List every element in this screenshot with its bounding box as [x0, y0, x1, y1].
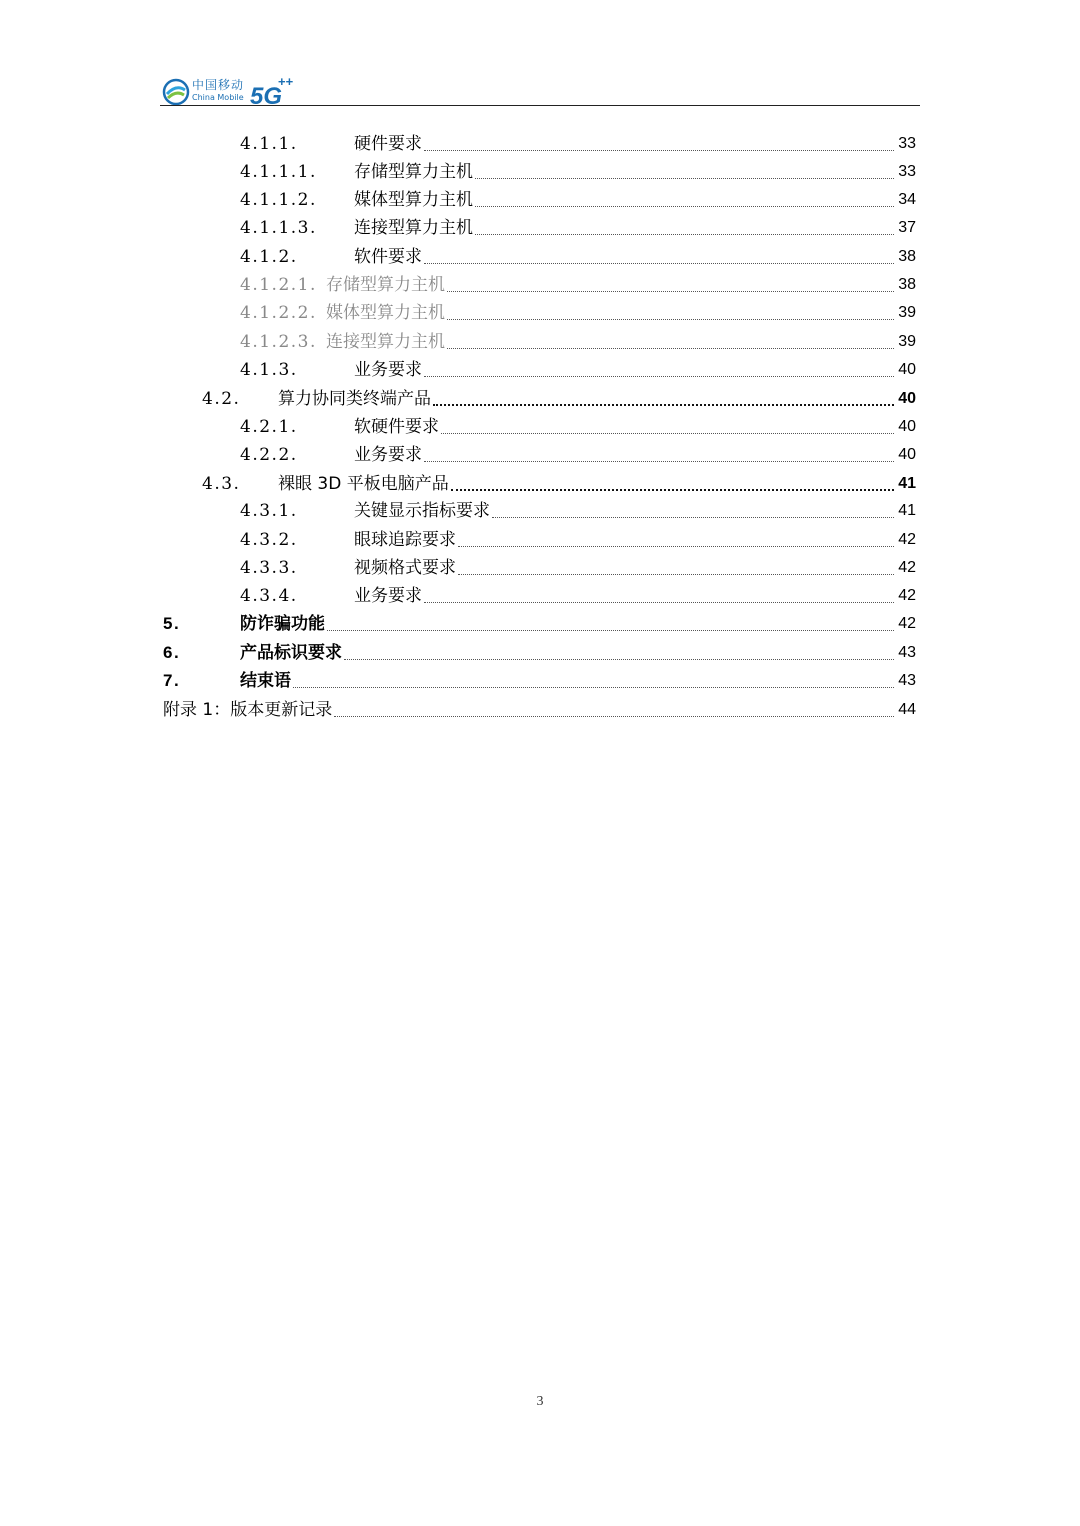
toc-entry-number: 4.2.	[202, 389, 241, 409]
toc-leader-dots	[458, 546, 894, 547]
toc-entry-page: 40	[898, 446, 916, 463]
toc-entry[interactable]	[0, 556, 916, 580]
toc-entry-page: 39	[898, 333, 916, 350]
toc-leader-dots	[447, 319, 894, 320]
toc-leader-dots	[424, 461, 894, 462]
toc-entry[interactable]	[0, 669, 916, 693]
toc-entry-title: 业务要求	[354, 445, 422, 465]
toc-entry-number: 4.1.1.3.	[240, 218, 317, 238]
toc-entry-page: 43	[898, 644, 916, 661]
toc-entry-title: 存储型算力主机	[354, 162, 473, 182]
toc-entry-title: 软硬件要求	[354, 417, 439, 437]
toc-entry-page: 40	[898, 390, 916, 407]
toc-entry-page: 44	[898, 701, 916, 718]
toc-entry-title: 结束语	[240, 671, 291, 691]
toc-entry-page: 33	[898, 163, 916, 180]
toc-entry-number: 7.	[163, 671, 181, 690]
toc-entry-page: 43	[898, 672, 916, 689]
toc-entry[interactable]	[0, 528, 916, 552]
toc-entry-title: 连接型算力主机	[326, 332, 445, 352]
toc-entry[interactable]	[0, 132, 916, 156]
toc-entry[interactable]	[0, 443, 916, 467]
toc-entry-title: 业务要求	[354, 360, 422, 380]
brand-name-cn: 中国移动	[192, 78, 245, 92]
toc-leader-dots	[451, 489, 894, 491]
toc-entry-title: 产品标识要求	[240, 643, 342, 663]
toc-leader-dots	[334, 716, 894, 717]
toc-entry-number: 4.3.2.	[240, 530, 298, 550]
toc-entry[interactable]	[0, 273, 916, 297]
toc-entry[interactable]	[0, 387, 916, 411]
toc-entry-page: 37	[898, 219, 916, 236]
toc-entry-title: 连接型算力主机	[354, 218, 473, 238]
toc-entry[interactable]	[0, 612, 916, 636]
toc-entry-number: 4.1.1.	[240, 134, 298, 154]
toc-entry-title: 关键显示指标要求	[354, 501, 490, 521]
toc-entry-page: 42	[898, 587, 916, 604]
toc-entry[interactable]	[0, 499, 916, 523]
toc-leader-dots	[441, 433, 894, 434]
toc-entry-number: 4.3.3.	[240, 558, 298, 578]
toc-entry-page: 42	[898, 531, 916, 548]
toc-entry-page: 39	[898, 304, 916, 321]
toc-entry-title: 软件要求	[354, 247, 422, 267]
toc-entry-title: 媒体型算力主机	[326, 303, 445, 323]
toc-entry-number: 4.1.2.2.	[240, 303, 317, 323]
toc-entry-number: 4.3.4.	[240, 586, 298, 606]
toc-leader-dots	[475, 178, 894, 179]
toc-entry-title: 视频格式要求	[354, 558, 456, 578]
toc-leader-dots	[447, 348, 894, 349]
toc-entry[interactable]	[0, 358, 916, 382]
toc-entry-title: 眼球追踪要求	[354, 530, 456, 550]
toc-entry[interactable]	[0, 698, 916, 722]
toc-leader-dots	[458, 574, 894, 575]
toc-entry-title: 媒体型算力主机	[354, 190, 473, 210]
toc-entry[interactable]	[0, 641, 916, 665]
toc-entry-page: 38	[898, 276, 916, 293]
toc-leader-dots	[344, 659, 894, 660]
toc-entry-number: 4.2.1.	[240, 417, 298, 437]
toc-entry-page: 38	[898, 248, 916, 265]
toc-entry-number: 4.1.1.2.	[240, 190, 317, 210]
toc-leader-dots	[327, 630, 894, 631]
toc-entry-page: 40	[898, 361, 916, 378]
toc-entry-number: 4.1.1.1.	[240, 162, 317, 182]
toc-entry-number: 6.	[163, 643, 181, 662]
toc-leader-dots	[475, 206, 894, 207]
toc-entry-number: 4.2.2.	[240, 445, 298, 465]
5g-text: 5G	[250, 83, 283, 108]
toc-entry-title: 裸眼 3D 平板电脑产品	[278, 474, 449, 494]
toc-entry[interactable]	[0, 245, 916, 269]
toc-entry-title: 附录 1：版本更新记录	[163, 700, 333, 720]
toc-entry-number: 4.1.2.1.	[240, 275, 317, 295]
toc-entry-title: 业务要求	[354, 586, 422, 606]
toc-leader-dots	[424, 263, 894, 264]
toc-leader-dots	[447, 291, 894, 292]
toc-entry-page: 34	[898, 191, 916, 208]
toc-leader-dots	[492, 517, 894, 518]
toc-leader-dots	[424, 150, 894, 151]
toc-entry-page: 42	[898, 615, 916, 632]
toc-leader-dots	[424, 376, 894, 377]
toc-entry-number: 5.	[163, 614, 181, 633]
5g-plus-text: ++	[278, 74, 294, 89]
toc-entry-number: 4.1.2.	[240, 247, 298, 267]
toc-entry-page: 33	[898, 135, 916, 152]
toc-entry-title: 算力协同类终端产品	[278, 389, 431, 409]
toc-leader-dots	[475, 234, 894, 235]
toc-entry-page: 41	[898, 502, 916, 519]
toc-entry-title: 硬件要求	[354, 134, 422, 154]
page-number: 3	[536, 1394, 544, 1409]
toc-entry[interactable]	[0, 188, 916, 212]
toc-entry-page: 40	[898, 418, 916, 435]
toc-entry[interactable]	[0, 301, 916, 325]
toc-entry[interactable]	[0, 472, 916, 496]
toc-leader-dots	[424, 602, 894, 603]
toc-entry-number: 4.3.1.	[240, 501, 298, 521]
toc-entry[interactable]	[0, 415, 916, 439]
toc-leader-dots	[433, 404, 894, 406]
toc-entry-title: 防诈骗功能	[240, 614, 325, 634]
toc-entry-page: 41	[898, 475, 916, 492]
toc-entry-page: 42	[898, 559, 916, 576]
toc-entry[interactable]	[0, 584, 916, 608]
toc-entry-number: 4.1.2.3.	[240, 332, 317, 352]
toc-entry-title: 存储型算力主机	[326, 275, 445, 295]
toc-entry[interactable]	[0, 160, 916, 184]
brand-name-en: China Mobile	[192, 93, 244, 102]
toc-entry[interactable]	[0, 330, 916, 354]
toc-entry[interactable]	[0, 216, 916, 240]
toc-leader-dots	[293, 687, 894, 688]
toc-entry-number: 4.3.	[202, 474, 241, 494]
toc-entry-number: 4.1.3.	[240, 360, 298, 380]
